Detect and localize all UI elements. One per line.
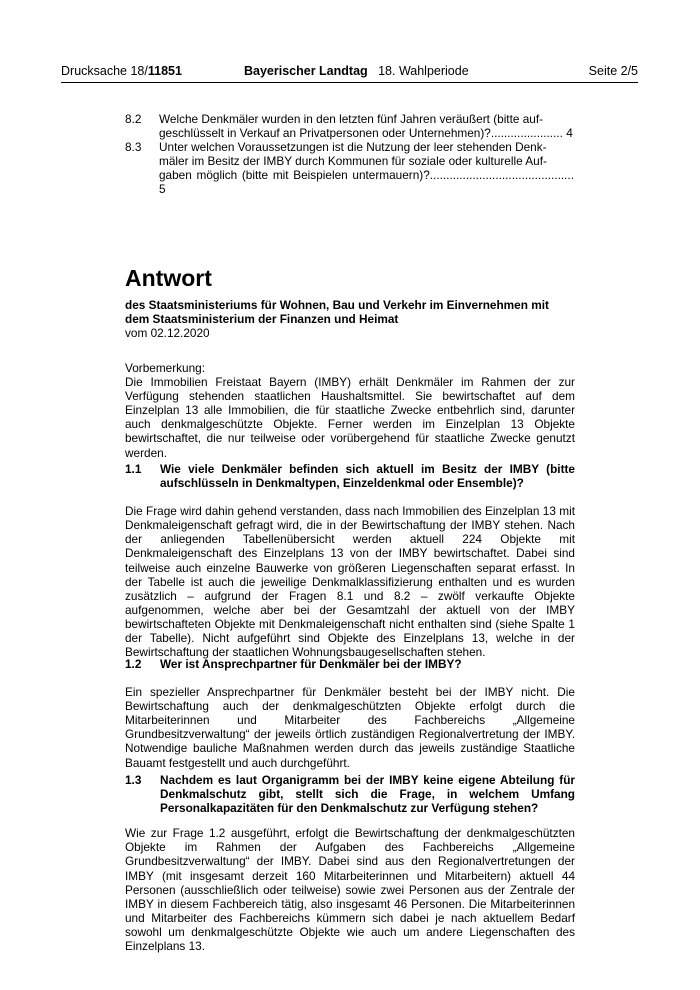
toc-number: 8.2: [125, 112, 142, 126]
answer-date: vom 02.12.2020: [125, 326, 210, 341]
toc-line: Welche Denkmäler wurden in den letzten fünf Jahren veräußert (bitte auf-: [159, 112, 544, 126]
question-text: Nachdem es laut Organigramm bei der IMBY keine eigene Abteilung für Denkmalschutz gibt, stellt sich die Frage, in welchem Umfang Personalkapazitäten für den Denkmalschutz zur Verfügung stehen?: [160, 773, 575, 816]
question-1-3: [125, 773, 575, 953]
parliament-info: Bayerischer Landtag 18. Wahlperiode: [244, 64, 469, 78]
preface: [125, 361, 575, 460]
page-number: Seite 2/5: [588, 64, 638, 78]
question-number: 1.3: [125, 773, 142, 787]
question-heading: [125, 462, 575, 490]
preface-text: Die Immobilien Freistaat Bayern (IMBY) erhält Denkmäler im Rahmen der zur Verfügung stehenden staatlichen Haushaltsmittel. Sie bewirtschaftet auf dem Einzelplan 13 alle Immobilien, die für staatliche Zwecke entbehrlich sind, darunter auch denkmalgeschützte Objekte. Ferner werden im Einzelplan 13 Objekte bewirtschaftet, die nur teilweise oder vorübergehend für staatliche Zwecke genutzt werden.: [125, 375, 575, 460]
toc-number: 8.3: [125, 140, 142, 155]
toc-item: [125, 140, 574, 196]
question-1-1: [125, 462, 575, 659]
answer-title: Antwort: [125, 265, 212, 291]
answer-heading: [125, 265, 575, 340]
toc-line: gaben möglich (bitte mit Beispielen untermauern)?............................................ 5: [159, 168, 574, 197]
question-heading: [125, 657, 575, 671]
question-heading: [125, 773, 575, 815]
answer-text: Ein spezieller Ansprechpartner für Denkmäler besteht bei der IMBY nicht. Die Bewirtschaftung auch der denkmalgeschützten Objekte erfolgt durch die Mitarbeiterinnen und Mitarbeiter des Fachbereichs „Allgemeine Grundbesitzverwaltung“ der jeweils örtlich zuständigen Regionalvertretung der IMBY. Notwendige bauliche Maßnahmen werden durch das jeweils zuständige Staatliche Bauamt festgestellt und auch durchgeführt.: [125, 685, 575, 770]
preface-label: Vorbemerkung:: [125, 361, 206, 375]
question-number: 1.1: [125, 462, 142, 476]
question-number: 1.2: [125, 657, 142, 671]
question-text: Wer ist Ansprechpartner für Denkmäler bei der IMBY?: [160, 657, 462, 671]
toc-line: geschlüsselt in Verkauf an Privatpersonen oder Unternehmen)?...................... 4: [159, 126, 573, 141]
answer-text: Wie zur Frage 1.2 ausgeführt, erfolgt die Bewirtschaftung der denkmalgeschützten Objekte im Rahmen der Aufgaben des Fachbereichs „Allgemeine Grundbesitzverwaltung“ der IMBY. Dabei sind aus den Regionalvertretungen der IMBY (mit insgesamt derzeit 160 Mitarbeiterinnen und Mitarbeitern) aktuell 44 Personen (ausschließlich oder teilweise) sowie zwei Personen aus der Zentrale der IMBY in diesem Fachbereich tätig, also insgesamt 46 Personen. Die Mitarbeiterinnen und Mitarbeiter des Fachbereichs kümmern sich dabei je nach aktuellem Bedarf sowohl um denkmalgeschützte Objekte wie auch um andere Liegenschaften des Einzelplans 13.: [125, 826, 575, 954]
question-text: Wie viele Denkmäler befinden sich aktuell im Besitz der IMBY (bitte aufschlüsseln in Denkmaltypen, Einzeldenkmal oder Ensemble)?: [160, 462, 575, 491]
page-header: [61, 62, 638, 83]
toc-item: [125, 112, 574, 140]
answer-text: Die Frage wird dahin gehend verstanden, dass nach Immobilien des Einzelplan 13 mit Denkmaleigenschaft gefragt wird, die in der Bewirtschaftung der IMBY stehen. Nach der anliegenden Tabellenübersicht werden aktuell 224 Objekte mit Denkmaleigenschaft des Einzelplans 13 von der IMBY bewirtschaftet. Dabei sind teilweise auch einzelne Bauwerke von größeren Liegenschaften separat erfasst. In der Tabelle ist auch die jeweilige Denkmalklassifizierung enthalten und es wurden zusätzlich – aufgrund der Fragen 8.1 und 8.2 – zwölf verkaufte Objekte aufgenommen, welche aber bei der Gesamtzahl der aktuell von der IMBY bewirtschafteten Objekte mit Denkmaleigenschaft nicht enthalten sind (siehe Spalte 1 der Tabelle). Nicht aufgeführt sind Objekte des Einzelplans 13, welche in der Bewirtschaftung der staatlichen Wohnungsbaugesellschaften stehen.: [125, 504, 575, 660]
question-1-2: [125, 657, 575, 770]
answer-subtitle: des Staatsministeriums für Wohnen, Bau und Verkehr im Einvernehmen mit dem Staatsministerium der Finanzen und Heimat: [125, 298, 549, 327]
toc-line: Unter welchen Voraussetzungen ist die Nutzung der leer stehenden Denk-: [159, 140, 547, 155]
drucksache-number: Drucksache 18/11851: [61, 64, 182, 78]
table-of-contents: [125, 112, 574, 197]
toc-line: mäler im Besitz der IMBY durch Kommunen für soziale oder kulturelle Auf-: [159, 154, 547, 169]
